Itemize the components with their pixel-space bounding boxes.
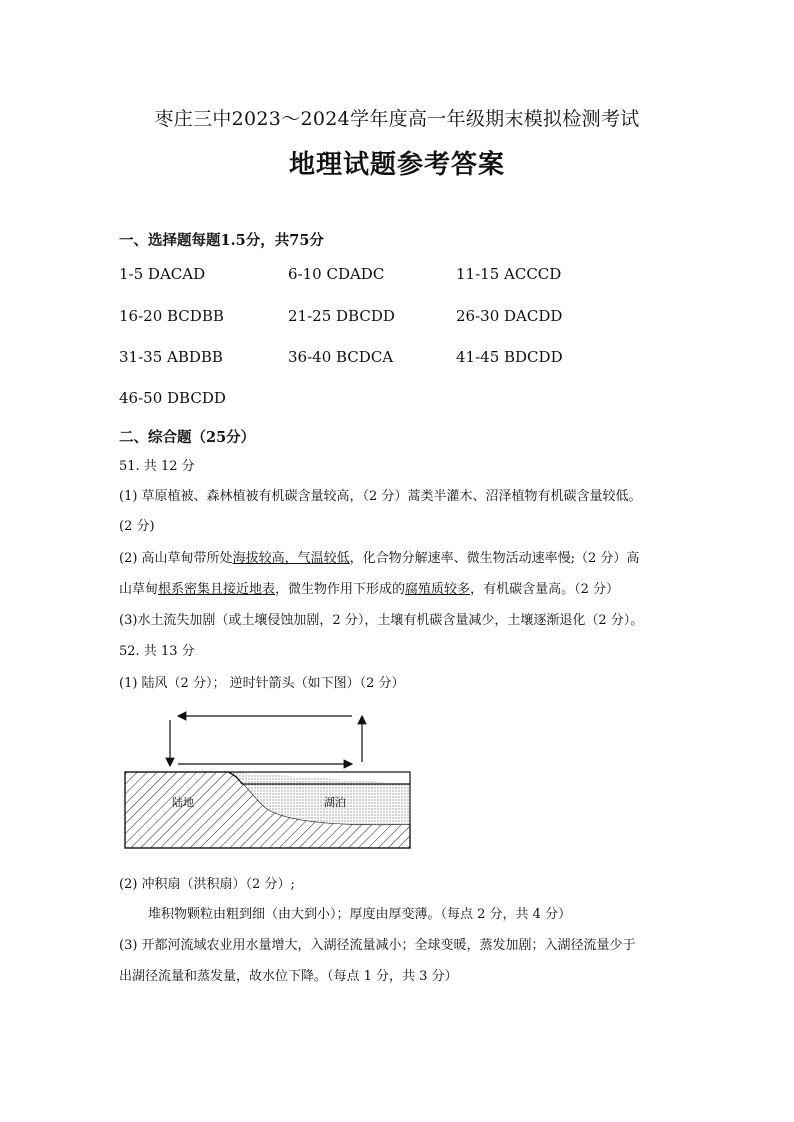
answer-group: 31-35 ABDBB [119, 348, 223, 366]
q52-part2-line1: (2) 冲积扇（洪积扇）（2 分）; [119, 877, 295, 892]
q51-part1-line1: (1) 草原植被、森林植被有机碳含量较高，（2 分）蒿类半灌木、沼泽植物有机碳含量较低。 [119, 489, 642, 504]
q52-header: 52. 共 13 分 [119, 644, 195, 659]
answer-group: 26-30 DACDD [456, 307, 563, 325]
land-label: 陆地 [172, 796, 194, 809]
q52-part2-line2: 堆积物颗粒由粗到细（由大到小）；厚度由厚变薄。（每点 2 分，共 4 分） [148, 907, 572, 922]
q51-part2-line2: 山草甸根系密集且接近地表，微生物作用下形成的腐殖质较多，有机碳含量高。（2 分） [119, 582, 619, 597]
q51-header: 51. 共 12 分 [119, 459, 195, 474]
answer-group: 6-10 CDADC [288, 265, 385, 283]
page-title: 地理试题参考答案 [288, 150, 505, 180]
answer-group: 21-25 DBCDD [288, 307, 395, 325]
answer-group: 11-15 ACCCD [456, 265, 562, 283]
answer-group: 46-50 DBCDD [119, 389, 226, 407]
answer-group: 41-45 BDCDD [456, 348, 563, 366]
section-2-title: 二、综合题（25分） [119, 429, 256, 446]
exam-title: 枣庄三中2023～2024学年度高一年级期末模拟检测考试 [154, 108, 640, 130]
q51-part3: (3)水土流失加剧（或土壤侵蚀加剧，2 分），土壤有机碳含量减少，土壤逐渐退化（2 分）。 [119, 613, 644, 628]
q52-part3-line1: (3) 开都河流域农业用水量增大，入湖径流量减小；全球变暖，蒸发加剧；入湖径流量少于 [119, 938, 636, 953]
q52-part1: (1) 陆风（2 分）； 逆时针箭头（如下图）（2 分） [119, 676, 405, 691]
q51-part2-line1: (2) 高山草甸带所处海拔较高，气温较低，化合物分解速率、微生物活动速率慢;（2 分）高 [119, 551, 640, 566]
land-lake-breeze-diagram [110, 700, 430, 860]
lake-label: 湖泊 [324, 796, 346, 809]
section-1-title: 一、选择题每题1.5分，共75分 [119, 232, 324, 249]
answer-group: 1-5 DACAD [119, 265, 206, 283]
q51-part1-line2: (2 分) [119, 519, 155, 534]
q52-part3-line2: 出湖径流量和蒸发量，故水位下降。（每点 1 分，共 3 分） [119, 969, 458, 984]
answer-group: 36-40 BCDCA [288, 348, 394, 366]
answer-group: 16-20 BCDBB [119, 307, 224, 325]
